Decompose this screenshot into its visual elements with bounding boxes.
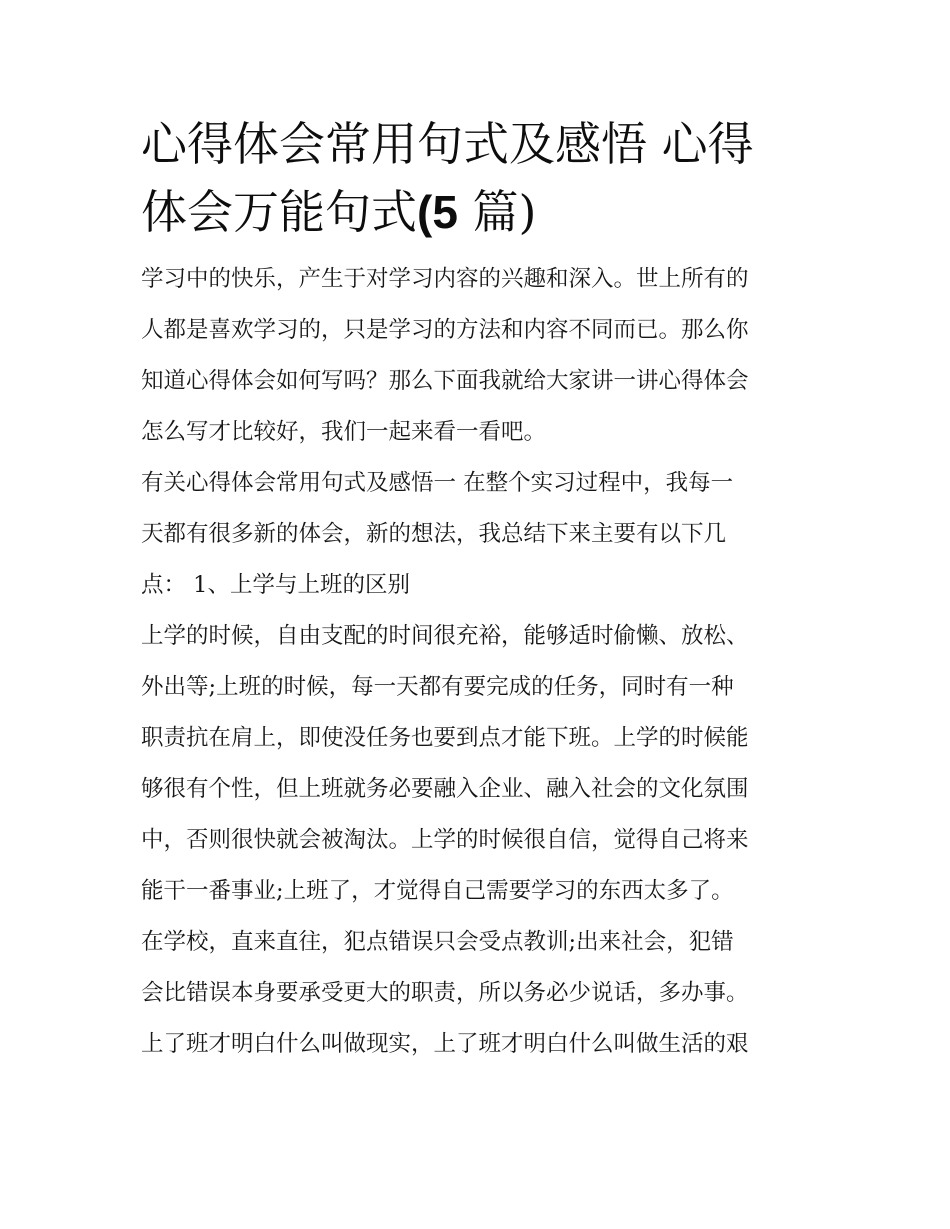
paragraph-line: 人都是喜欢学习的，只是学习的方法和内容不同而已。那么你: [141, 317, 749, 343]
paragraph-line: 天都有很多新的体会，新的想法，我总结下来主要有以下几: [141, 521, 727, 547]
paragraph-line: 中，否则很快就会被淘汰。上学的时候很自信，觉得自己将来: [141, 827, 749, 853]
title-line-2: [141, 178, 813, 246]
paragraph-line: 学习中的快乐，产生于对学习内容的兴趣和深入。世上所有的: [141, 266, 749, 292]
paragraph-line: 职责抗在肩上，即使没任务也要到点才能下班。上学的时候能: [141, 725, 749, 751]
paragraph-line: 上学的时候，自由支配的时间很充裕，能够适时偷懒、放松、: [141, 623, 749, 649]
title-line-1: 心得体会常用句式及感悟 心得: [141, 117, 754, 171]
title-line-2-suffix: 篇): [457, 185, 537, 239]
paragraph-line: 有关心得体会常用句式及感悟一 在整个实习过程中，我每一: [141, 470, 734, 496]
paragraph-line: 能干一番事业;上班了，才觉得自己需要学习的东西太多了。: [141, 878, 734, 904]
document-content: [141, 110, 813, 1070]
paragraph-line: 外出等;上班的时候，每一天都有要完成的任务，同时有一种: [141, 674, 734, 700]
intro-paragraph: [141, 254, 813, 458]
title-line-2-text: 体会万能句式: [141, 185, 417, 239]
paragraph-line: 够很有个性，但上班就务必要融入企业、融入社会的文化氛围: [141, 776, 749, 802]
paragraph-line: 在学校，直来直往，犯点错误只会受点教训;出来社会，犯错: [141, 929, 734, 955]
title-line-2-number: (5: [417, 186, 458, 238]
paragraph-line: 上了班才明白什么叫做现实，上了班才明白什么叫做生活的艰: [141, 1031, 749, 1057]
paragraph-line: 会比错误本身要承受更大的职责，所以务必少说话，多办事。: [141, 980, 749, 1006]
paragraph-line: 怎么写才比较好，我们一起来看一看吧。: [141, 419, 547, 445]
paragraph-line: 知道心得体会如何写吗？那么下面我就给大家讲一讲心得体会: [141, 368, 749, 394]
page-title: [141, 110, 813, 246]
school-vs-work-paragraph: [141, 611, 813, 1070]
paragraph-line: 点： 1、上学与上班的区别: [141, 572, 410, 598]
section-one-paragraph: [141, 458, 813, 611]
